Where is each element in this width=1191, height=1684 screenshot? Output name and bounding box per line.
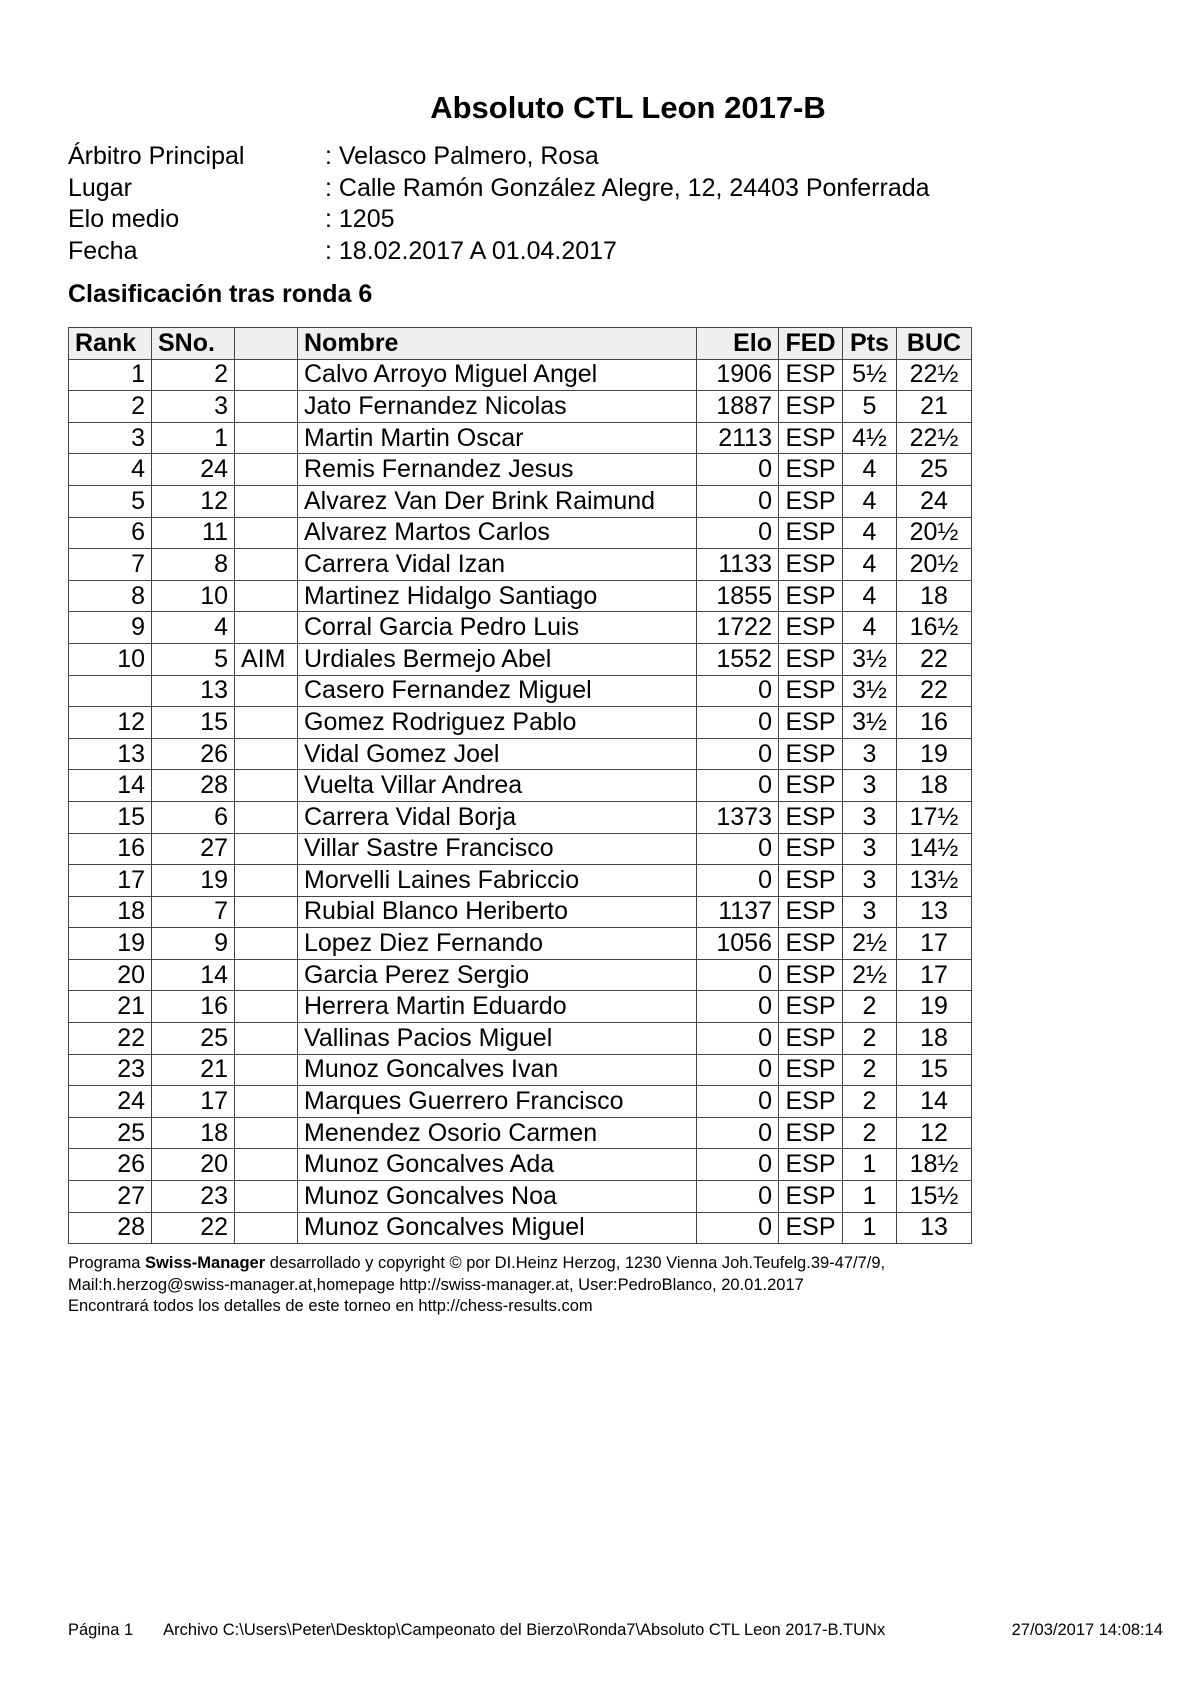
cell-pts: 4 xyxy=(843,517,897,549)
cell-elo: 0 xyxy=(697,770,779,802)
page-number: Página 1 xyxy=(68,1621,134,1639)
cell-rank: 19 xyxy=(69,928,152,960)
cell-fed: ESP xyxy=(779,1212,843,1244)
cell-sno: 9 xyxy=(152,928,235,960)
credit-brand: Swiss-Manager xyxy=(145,1254,266,1272)
cell-pts: 2 xyxy=(843,1117,897,1149)
table-row xyxy=(69,1023,972,1055)
cell-rank: 26 xyxy=(69,1149,152,1181)
table-row xyxy=(69,928,972,960)
cell-title xyxy=(235,865,298,897)
credit-prefix: Programa xyxy=(68,1254,146,1272)
table-row xyxy=(69,359,972,391)
cell-name: Martin Martin Oscar xyxy=(298,422,697,454)
cell-title xyxy=(235,991,298,1023)
cell-fed: ESP xyxy=(779,454,843,486)
header-fed: FED xyxy=(779,328,843,360)
cell-elo: 0 xyxy=(697,1117,779,1149)
cell-fed: ESP xyxy=(779,1149,843,1181)
cell-buc: 15 xyxy=(897,1054,972,1086)
standings-heading: Clasificación tras ronda 6 xyxy=(68,280,373,308)
cell-rank: 3 xyxy=(69,422,152,454)
cell-fed: ESP xyxy=(779,391,843,423)
table-row xyxy=(69,1086,972,1118)
cell-rank: 16 xyxy=(69,833,152,865)
cell-buc: 22 xyxy=(897,643,972,675)
cell-pts: 1 xyxy=(843,1181,897,1213)
cell-elo: 1056 xyxy=(697,928,779,960)
header-sno: SNo. xyxy=(152,328,235,360)
table-row xyxy=(69,1054,972,1086)
table-row xyxy=(69,549,972,581)
cell-buc: 17 xyxy=(897,959,972,991)
cell-pts: 4 xyxy=(843,454,897,486)
cell-buc: 18½ xyxy=(897,1149,972,1181)
cell-sno: 2 xyxy=(152,359,235,391)
table-row xyxy=(69,959,972,991)
cell-buc: 13½ xyxy=(897,865,972,897)
cell-sno: 21 xyxy=(152,1054,235,1086)
page-footer-left xyxy=(68,1621,915,1640)
cell-pts: 2 xyxy=(843,1054,897,1086)
cell-sno: 16 xyxy=(152,991,235,1023)
info-label: Elo medio xyxy=(68,205,180,233)
cell-name: Jato Fernandez Nicolas xyxy=(298,391,697,423)
cell-title xyxy=(235,391,298,423)
cell-title xyxy=(235,1212,298,1244)
info-row-date xyxy=(68,236,930,268)
cell-fed: ESP xyxy=(779,1181,843,1213)
cell-pts: 2½ xyxy=(843,928,897,960)
cell-buc: 18 xyxy=(897,770,972,802)
cell-buc: 22 xyxy=(897,675,972,707)
cell-fed: ESP xyxy=(779,549,843,581)
cell-title xyxy=(235,833,298,865)
cell-fed: ESP xyxy=(779,707,843,739)
cell-rank: 5 xyxy=(69,485,152,517)
cell-title xyxy=(235,1023,298,1055)
cell-pts: 3 xyxy=(843,896,897,928)
cell-fed: ESP xyxy=(779,643,843,675)
cell-name: Casero Fernandez Miguel xyxy=(298,675,697,707)
cell-fed: ESP xyxy=(779,1054,843,1086)
cell-fed: ESP xyxy=(779,865,843,897)
credit-line-3: Encontrará todos los detalles de este torneo en http://chess-results.com xyxy=(68,1297,593,1315)
cell-name: Gomez Rodriguez Pablo xyxy=(298,707,697,739)
cell-name: Urdiales Bermejo Abel xyxy=(298,643,697,675)
cell-name: Munoz Goncalves Noa xyxy=(298,1181,697,1213)
cell-buc: 16½ xyxy=(897,612,972,644)
header-rank: Rank xyxy=(69,328,152,360)
cell-elo: 0 xyxy=(697,1149,779,1181)
cell-elo: 0 xyxy=(697,1086,779,1118)
cell-elo: 1137 xyxy=(697,896,779,928)
cell-title xyxy=(235,1117,298,1149)
cell-fed: ESP xyxy=(779,580,843,612)
table-row xyxy=(69,1117,972,1149)
cell-elo: 0 xyxy=(697,991,779,1023)
table-row xyxy=(69,643,972,675)
document-title: Absoluto CTL Leon 2017-B xyxy=(430,90,826,125)
cell-name: Vidal Gomez Joel xyxy=(298,738,697,770)
cell-elo: 1373 xyxy=(697,801,779,833)
cell-elo: 0 xyxy=(697,1212,779,1244)
cell-name: Carrera Vidal Izan xyxy=(298,549,697,581)
cell-pts: 4½ xyxy=(843,422,897,454)
cell-name: Morvelli Laines Fabriccio xyxy=(298,865,697,897)
cell-title xyxy=(235,612,298,644)
cell-title xyxy=(235,1086,298,1118)
cell-rank: 2 xyxy=(69,391,152,423)
table-row xyxy=(69,454,972,486)
cell-elo: 0 xyxy=(697,959,779,991)
header-name: Nombre xyxy=(298,328,697,360)
cell-fed: ESP xyxy=(779,928,843,960)
cell-elo: 1906 xyxy=(697,359,779,391)
cell-name: Martinez Hidalgo Santiago xyxy=(298,580,697,612)
cell-buc: 25 xyxy=(897,454,972,486)
cell-name: Lopez Diez Fernando xyxy=(298,928,697,960)
cell-buc: 12 xyxy=(897,1117,972,1149)
cell-name: Villar Sastre Francisco xyxy=(298,833,697,865)
cell-title xyxy=(235,770,298,802)
table-row xyxy=(69,896,972,928)
cell-fed: ESP xyxy=(779,801,843,833)
cell-rank: 9 xyxy=(69,612,152,644)
cell-fed: ESP xyxy=(779,1023,843,1055)
cell-buc: 22½ xyxy=(897,359,972,391)
cell-elo: 0 xyxy=(697,454,779,486)
cell-fed: ESP xyxy=(779,770,843,802)
cell-sno: 13 xyxy=(152,675,235,707)
info-row-average-elo xyxy=(68,204,930,236)
cell-sno: 23 xyxy=(152,1181,235,1213)
cell-sno: 17 xyxy=(152,1086,235,1118)
cell-pts: 3½ xyxy=(843,707,897,739)
cell-pts: 3 xyxy=(843,770,897,802)
cell-sno: 3 xyxy=(152,391,235,423)
cell-sno: 6 xyxy=(152,801,235,833)
cell-pts: 2½ xyxy=(843,959,897,991)
cell-name: Alvarez Martos Carlos xyxy=(298,517,697,549)
credit-line-1 xyxy=(68,1253,885,1275)
software-credit xyxy=(68,1253,885,1318)
cell-elo: 1887 xyxy=(697,391,779,423)
cell-buc: 19 xyxy=(897,991,972,1023)
cell-title xyxy=(235,359,298,391)
cell-rank: 23 xyxy=(69,1054,152,1086)
cell-fed: ESP xyxy=(779,517,843,549)
table-row xyxy=(69,485,972,517)
cell-elo: 0 xyxy=(697,1181,779,1213)
header-title xyxy=(235,328,298,360)
cell-rank: 25 xyxy=(69,1117,152,1149)
cell-buc: 18 xyxy=(897,580,972,612)
cell-sno: 14 xyxy=(152,959,235,991)
table-row xyxy=(69,801,972,833)
cell-sno: 20 xyxy=(152,1149,235,1181)
cell-sno: 24 xyxy=(152,454,235,486)
cell-elo: 0 xyxy=(697,833,779,865)
table-row xyxy=(69,1149,972,1181)
tournament-info xyxy=(68,141,930,267)
cell-sno: 10 xyxy=(152,580,235,612)
cell-title xyxy=(235,549,298,581)
standings-table xyxy=(68,327,972,1244)
cell-sno: 4 xyxy=(152,612,235,644)
cell-rank: 7 xyxy=(69,549,152,581)
cell-pts: 5½ xyxy=(843,359,897,391)
cell-elo: 0 xyxy=(697,738,779,770)
cell-buc: 13 xyxy=(897,896,972,928)
cell-rank: 4 xyxy=(69,454,152,486)
info-label: Árbitro Principal xyxy=(68,142,245,170)
cell-buc: 20½ xyxy=(897,517,972,549)
cell-pts: 4 xyxy=(843,549,897,581)
info-label: Lugar xyxy=(68,173,132,202)
cell-sno: 1 xyxy=(152,422,235,454)
cell-fed: ESP xyxy=(779,833,843,865)
cell-rank: 27 xyxy=(69,1181,152,1213)
cell-rank: 13 xyxy=(69,738,152,770)
cell-pts: 3 xyxy=(843,738,897,770)
cell-pts: 4 xyxy=(843,580,897,612)
cell-elo: 0 xyxy=(697,707,779,739)
cell-title xyxy=(235,1149,298,1181)
cell-name: Vallinas Pacios Miguel xyxy=(298,1023,697,1055)
cell-title xyxy=(235,896,298,928)
cell-fed: ESP xyxy=(779,1117,843,1149)
cell-elo: 2113 xyxy=(697,422,779,454)
header-buc: BUC xyxy=(897,328,972,360)
cell-pts: 1 xyxy=(843,1149,897,1181)
cell-buc: 20½ xyxy=(897,549,972,581)
cell-sno: 15 xyxy=(152,707,235,739)
cell-pts: 2 xyxy=(843,991,897,1023)
cell-name: Alvarez Van Der Brink Raimund xyxy=(298,485,697,517)
info-value: : 1205 xyxy=(325,205,395,233)
cell-sno: 5 xyxy=(152,643,235,675)
cell-name: Munoz Goncalves Ada xyxy=(298,1149,697,1181)
cell-title xyxy=(235,454,298,486)
cell-sno: 8 xyxy=(152,549,235,581)
cell-elo: 0 xyxy=(697,485,779,517)
credit-line-2: Mail:h.herzog@swiss-manager.at,homepage http://swiss-manager.at, User:PedroBlanco, 20.01.2017 xyxy=(68,1275,804,1294)
cell-fed: ESP xyxy=(779,896,843,928)
info-value: : Calle Ramón González Alegre, 12, 24403 Ponferrada xyxy=(325,173,930,202)
cell-fed: ESP xyxy=(779,738,843,770)
table-row xyxy=(69,391,972,423)
cell-name: Corral Garcia Pedro Luis xyxy=(298,612,697,644)
cell-sno: 28 xyxy=(152,770,235,802)
cell-pts: 4 xyxy=(843,485,897,517)
print-datetime: 27/03/2017 14:08:14 xyxy=(1011,1621,1163,1639)
cell-name: Munoz Goncalves Ivan xyxy=(298,1054,697,1086)
cell-rank: 28 xyxy=(69,1212,152,1244)
cell-buc: 19 xyxy=(897,738,972,770)
cell-title: AIM xyxy=(235,643,298,675)
cell-buc: 14½ xyxy=(897,833,972,865)
table-row xyxy=(69,517,972,549)
cell-title xyxy=(235,738,298,770)
cell-rank: 18 xyxy=(69,896,152,928)
cell-title xyxy=(235,517,298,549)
cell-title xyxy=(235,959,298,991)
cell-rank: 15 xyxy=(69,801,152,833)
cell-title xyxy=(235,801,298,833)
cell-fed: ESP xyxy=(779,1086,843,1118)
cell-title xyxy=(235,1181,298,1213)
cell-elo: 1133 xyxy=(697,549,779,581)
table-header-row xyxy=(69,328,972,360)
info-row-arbiter xyxy=(68,141,930,173)
file-path: Archivo C:\Users\Peter\Desktop\Campeonato del Bierzo\Ronda7\Absoluto CTL Leon 2017-B.TUNx xyxy=(163,1621,886,1639)
cell-pts: 3 xyxy=(843,801,897,833)
cell-title xyxy=(235,422,298,454)
cell-sno: 22 xyxy=(152,1212,235,1244)
cell-rank: 10 xyxy=(69,643,152,675)
cell-pts: 3½ xyxy=(843,675,897,707)
cell-name: Vuelta Villar Andrea xyxy=(298,770,697,802)
cell-sno: 26 xyxy=(152,738,235,770)
cell-buc: 14 xyxy=(897,1086,972,1118)
cell-rank: 21 xyxy=(69,991,152,1023)
cell-elo: 1552 xyxy=(697,643,779,675)
cell-name: Munoz Goncalves Miguel xyxy=(298,1212,697,1244)
page-footer xyxy=(68,1621,1163,1640)
cell-pts: 2 xyxy=(843,1086,897,1118)
cell-elo: 1722 xyxy=(697,612,779,644)
cell-name: Herrera Martin Eduardo xyxy=(298,991,697,1023)
cell-elo: 1855 xyxy=(697,580,779,612)
cell-sno: 12 xyxy=(152,485,235,517)
cell-name: Carrera Vidal Borja xyxy=(298,801,697,833)
cell-pts: 3 xyxy=(843,833,897,865)
cell-rank: 20 xyxy=(69,959,152,991)
cell-buc: 17½ xyxy=(897,801,972,833)
cell-elo: 0 xyxy=(697,1023,779,1055)
cell-rank xyxy=(69,675,152,707)
cell-rank: 6 xyxy=(69,517,152,549)
cell-title xyxy=(235,675,298,707)
cell-fed: ESP xyxy=(779,359,843,391)
cell-pts: 3 xyxy=(843,865,897,897)
info-value: : Velasco Palmero, Rosa xyxy=(325,142,599,170)
cell-fed: ESP xyxy=(779,959,843,991)
cell-rank: 24 xyxy=(69,1086,152,1118)
cell-fed: ESP xyxy=(779,675,843,707)
cell-name: Remis Fernandez Jesus xyxy=(298,454,697,486)
cell-buc: 13 xyxy=(897,1212,972,1244)
cell-elo: 0 xyxy=(697,1054,779,1086)
cell-title xyxy=(235,1054,298,1086)
table-row xyxy=(69,612,972,644)
cell-title xyxy=(235,580,298,612)
cell-buc: 22½ xyxy=(897,422,972,454)
cell-sno: 7 xyxy=(152,896,235,928)
table-row xyxy=(69,865,972,897)
info-label: Fecha xyxy=(68,236,138,265)
cell-rank: 8 xyxy=(69,580,152,612)
cell-pts: 1 xyxy=(843,1212,897,1244)
table-row xyxy=(69,422,972,454)
cell-title xyxy=(235,485,298,517)
table-row xyxy=(69,675,972,707)
cell-sno: 11 xyxy=(152,517,235,549)
cell-fed: ESP xyxy=(779,485,843,517)
cell-rank: 12 xyxy=(69,707,152,739)
cell-fed: ESP xyxy=(779,422,843,454)
cell-name: Marques Guerrero Francisco xyxy=(298,1086,697,1118)
cell-name: Calvo Arroyo Miguel Angel xyxy=(298,359,697,391)
info-row-venue xyxy=(68,173,930,205)
cell-buc: 24 xyxy=(897,485,972,517)
cell-pts: 2 xyxy=(843,1023,897,1055)
cell-pts: 4 xyxy=(843,612,897,644)
cell-sno: 27 xyxy=(152,833,235,865)
cell-rank: 1 xyxy=(69,359,152,391)
cell-title xyxy=(235,928,298,960)
cell-name: Menendez Osorio Carmen xyxy=(298,1117,697,1149)
cell-rank: 22 xyxy=(69,1023,152,1055)
cell-buc: 15½ xyxy=(897,1181,972,1213)
header-pts: Pts xyxy=(843,328,897,360)
table-row xyxy=(69,1181,972,1213)
table-row xyxy=(69,833,972,865)
cell-sno: 19 xyxy=(152,865,235,897)
table-row xyxy=(69,1212,972,1244)
cell-buc: 16 xyxy=(897,707,972,739)
cell-sno: 18 xyxy=(152,1117,235,1149)
cell-buc: 18 xyxy=(897,1023,972,1055)
table-row xyxy=(69,770,972,802)
table-row xyxy=(69,580,972,612)
cell-pts: 3½ xyxy=(843,643,897,675)
credit-rest: desarrollado y copyright © por DI.Heinz Herzog, 1230 Vienna Joh.Teufelg.39-47/7/9, xyxy=(265,1254,886,1272)
cell-elo: 0 xyxy=(697,517,779,549)
cell-name: Rubial Blanco Heriberto xyxy=(298,896,697,928)
table-row xyxy=(69,707,972,739)
standings-body xyxy=(69,359,972,1244)
info-value: : 18.02.2017 A 01.04.2017 xyxy=(325,236,617,265)
cell-title xyxy=(235,707,298,739)
cell-rank: 17 xyxy=(69,865,152,897)
table-row xyxy=(69,991,972,1023)
cell-buc: 21 xyxy=(897,391,972,423)
cell-elo: 0 xyxy=(697,865,779,897)
cell-pts: 5 xyxy=(843,391,897,423)
cell-name: Garcia Perez Sergio xyxy=(298,959,697,991)
header-elo: Elo xyxy=(697,328,779,360)
cell-sno: 25 xyxy=(152,1023,235,1055)
cell-fed: ESP xyxy=(779,612,843,644)
cell-buc: 17 xyxy=(897,928,972,960)
cell-rank: 14 xyxy=(69,770,152,802)
table-row xyxy=(69,738,972,770)
cell-elo: 0 xyxy=(697,675,779,707)
cell-fed: ESP xyxy=(779,991,843,1023)
